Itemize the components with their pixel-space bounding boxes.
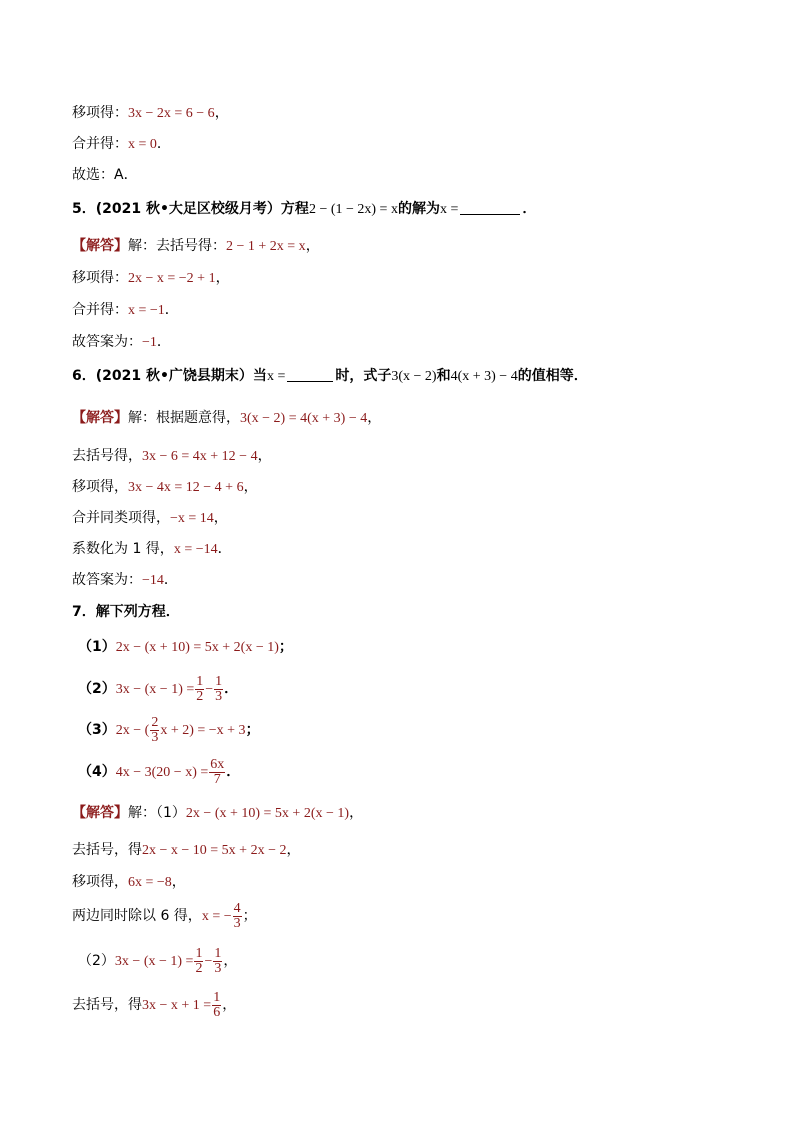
question-prefix: 6．(2021 秋•广饶县期末）当 bbox=[72, 368, 267, 384]
text: 故选：A． bbox=[72, 167, 138, 183]
solution-6-line-1 bbox=[72, 408, 381, 429]
numerator: 1 bbox=[213, 989, 221, 1005]
text: ； bbox=[242, 908, 257, 924]
math: x = −1 bbox=[128, 303, 165, 318]
text: 和 bbox=[436, 368, 451, 384]
math: 3x − 4x = 12 − 4 + 6 bbox=[128, 480, 244, 495]
question-6 bbox=[72, 366, 588, 387]
part-number: （2） bbox=[78, 681, 116, 697]
numerator: 6x bbox=[210, 756, 225, 772]
solution-7-line-3 bbox=[72, 872, 186, 893]
denominator: 7 bbox=[213, 771, 221, 787]
question-7-title bbox=[72, 602, 180, 622]
math: − bbox=[205, 682, 214, 697]
numerator: 1 bbox=[214, 945, 222, 961]
fraction bbox=[209, 758, 225, 787]
text: ， bbox=[286, 842, 301, 858]
text: 解：根据题意得， bbox=[128, 410, 240, 426]
text: 故答案为： bbox=[72, 334, 142, 350]
text: ． bbox=[226, 764, 241, 780]
solution-6-line-3 bbox=[72, 477, 258, 498]
denominator: 3 bbox=[215, 688, 223, 704]
line-combine bbox=[72, 134, 171, 155]
text: 解：（1） bbox=[128, 805, 186, 821]
text: ， bbox=[367, 410, 382, 426]
text: ， bbox=[305, 238, 320, 254]
math: x = − bbox=[201, 909, 232, 924]
text: 7．解下列方程． bbox=[72, 604, 180, 620]
text: ； bbox=[278, 639, 293, 655]
numerator: 1 bbox=[215, 673, 223, 689]
math: 2x − ( bbox=[115, 723, 150, 738]
solution-tag: 【解答】 bbox=[72, 410, 128, 426]
numerator: 1 bbox=[195, 945, 203, 961]
math: 2x − (x + 10) = 5x + 2(x − 1) bbox=[115, 640, 279, 655]
fraction bbox=[194, 947, 203, 976]
fraction bbox=[213, 947, 222, 976]
math: 6x = −8 bbox=[128, 875, 172, 890]
text: 系数化为 1 得， bbox=[72, 541, 174, 557]
text: 去括号，得 bbox=[72, 997, 142, 1013]
line-move-terms bbox=[72, 103, 229, 124]
question-5 bbox=[72, 199, 536, 220]
math: 3x − (x − 1) = bbox=[114, 954, 194, 969]
solution-7-line-6 bbox=[72, 986, 236, 1025]
question-7-part-3 bbox=[78, 711, 260, 750]
math: x = bbox=[266, 369, 286, 384]
math: 2x − x = −2 + 1 bbox=[128, 271, 216, 286]
text: 两边同时除以 6 得， bbox=[72, 908, 202, 924]
math: 3x − 2x = 6 − 6 bbox=[128, 106, 215, 121]
text: 合并得： bbox=[72, 302, 128, 318]
line-choose bbox=[72, 165, 138, 185]
solution-7-line-1 bbox=[72, 803, 363, 824]
text: ， bbox=[213, 510, 228, 526]
text: ． bbox=[522, 201, 537, 217]
text: 解：去括号得： bbox=[128, 238, 226, 254]
text: 时，式子 bbox=[335, 368, 392, 384]
text: （2） bbox=[78, 953, 115, 969]
text: 移项得， bbox=[72, 874, 128, 890]
text: 的值相等． bbox=[517, 368, 588, 384]
text: 合并得： bbox=[72, 136, 128, 152]
question-prefix: 5．(2021 秋•大足区校级月考）方程 bbox=[72, 201, 309, 217]
text: 移项得： bbox=[72, 270, 128, 286]
question-7-part-2 bbox=[78, 670, 238, 709]
math: 2x − (x + 10) = 5x + 2(x − 1) bbox=[185, 806, 350, 821]
text: ． bbox=[163, 572, 178, 588]
answer-blank bbox=[460, 200, 520, 215]
math: 4(x + 3) − 4 bbox=[450, 369, 518, 384]
math: 3x − (x − 1) = bbox=[115, 682, 195, 697]
solution-5-line-4 bbox=[72, 332, 171, 353]
denominator: 2 bbox=[196, 688, 204, 704]
solution-5-line-3 bbox=[72, 300, 179, 321]
denominator: 3 bbox=[233, 915, 241, 931]
text: 合并同类项得， bbox=[72, 510, 170, 526]
fraction bbox=[233, 902, 242, 931]
text: 的解为 bbox=[397, 201, 440, 217]
text: ， bbox=[223, 953, 238, 969]
text: ． bbox=[164, 302, 179, 318]
fraction bbox=[212, 991, 221, 1020]
text: ， bbox=[349, 805, 364, 821]
math: x = 0 bbox=[128, 137, 157, 152]
text: ； bbox=[245, 722, 260, 738]
text: 去括号得， bbox=[72, 448, 142, 464]
solution-5-line-1 bbox=[72, 236, 320, 257]
text: ． bbox=[156, 136, 171, 152]
math: 4x − 3(20 − x) = bbox=[115, 765, 209, 780]
denominator: 3 bbox=[151, 729, 159, 745]
text: ， bbox=[214, 105, 229, 121]
math: − bbox=[204, 954, 213, 969]
part-number: （4） bbox=[78, 764, 116, 780]
math: −14 bbox=[142, 573, 164, 588]
solution-7-line-4 bbox=[72, 897, 257, 936]
math: 2 − (1 − 2x) = x bbox=[308, 202, 398, 217]
math: 2x − x − 10 = 5x + 2x − 2 bbox=[142, 843, 287, 858]
numerator: 1 bbox=[196, 673, 204, 689]
solution-7-line-2 bbox=[72, 840, 300, 861]
answer-blank bbox=[287, 367, 333, 382]
text: ． bbox=[156, 334, 171, 350]
text: 去括号，得 bbox=[72, 842, 142, 858]
part-number: （1） bbox=[78, 639, 116, 655]
denominator: 3 bbox=[214, 960, 222, 976]
numerator: 2 bbox=[151, 714, 159, 730]
math: x = −14 bbox=[173, 542, 218, 557]
math: 3(x − 2) = 4(x + 3) − 4 bbox=[240, 411, 368, 426]
solution-6-line-2 bbox=[72, 446, 272, 467]
solution-tag: 【解答】 bbox=[72, 805, 128, 821]
text: ， bbox=[215, 270, 230, 286]
math: 3x − x + 1 = bbox=[142, 998, 212, 1013]
text: ． bbox=[217, 541, 232, 557]
text: ． bbox=[224, 681, 239, 697]
denominator: 2 bbox=[195, 960, 203, 976]
text: 移项得， bbox=[72, 479, 128, 495]
text: 故答案为： bbox=[72, 572, 142, 588]
fraction bbox=[150, 716, 159, 745]
question-7-part-1 bbox=[78, 637, 293, 658]
text: 移项得： bbox=[72, 105, 128, 121]
math: x + 2) = −x + 3 bbox=[160, 723, 246, 738]
fraction bbox=[195, 675, 204, 704]
text: ， bbox=[257, 448, 272, 464]
text: ， bbox=[171, 874, 186, 890]
solution-7-line-5 bbox=[78, 942, 237, 981]
solution-tag: 【解答】 bbox=[72, 238, 128, 254]
fraction bbox=[214, 675, 223, 704]
solution-5-line-2 bbox=[72, 268, 230, 289]
numerator: 4 bbox=[233, 900, 241, 916]
math: 2 − 1 + 2x = x bbox=[226, 239, 306, 254]
solution-6-line-6 bbox=[72, 570, 178, 591]
denominator: 6 bbox=[213, 1004, 221, 1020]
question-7-part-4 bbox=[78, 753, 240, 792]
text: ， bbox=[222, 997, 237, 1013]
solution-6-line-5 bbox=[72, 539, 232, 560]
text: ， bbox=[243, 479, 258, 495]
part-number: （3） bbox=[78, 722, 116, 738]
math: 3x − 6 = 4x + 12 − 4 bbox=[142, 449, 258, 464]
math: −1 bbox=[142, 335, 157, 350]
math: x = bbox=[439, 202, 459, 217]
math: 3(x − 2) bbox=[391, 369, 437, 384]
math: −x = 14 bbox=[170, 511, 214, 526]
solution-6-line-4 bbox=[72, 508, 228, 529]
